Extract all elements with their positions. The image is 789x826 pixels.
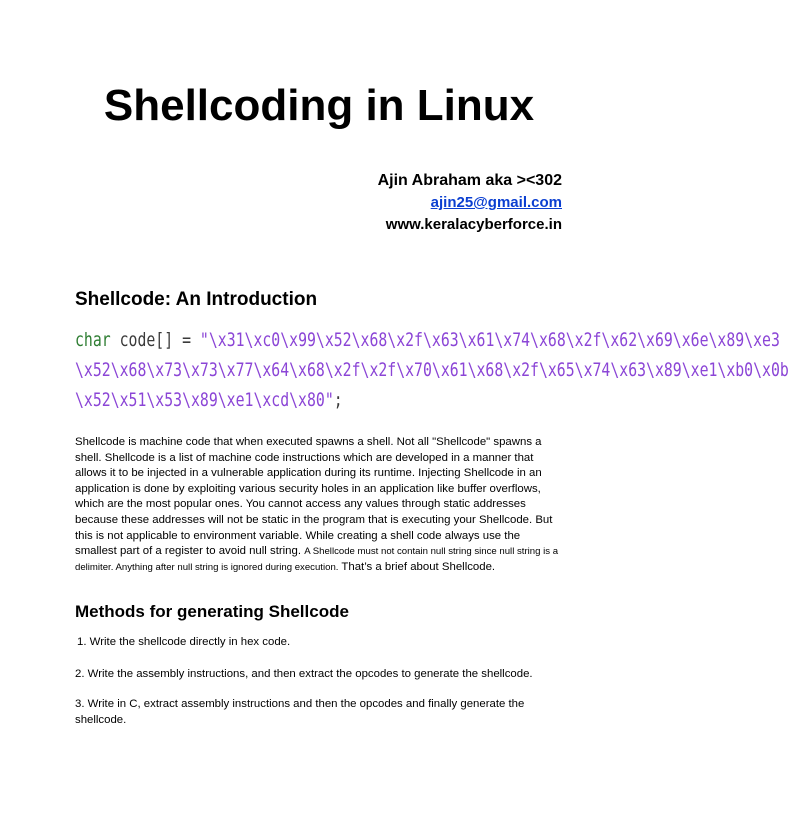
intro-paragraph [75, 435, 565, 575]
author-email-link[interactable]: ajin25@gmail.com [430, 194, 562, 211]
author-name: Ajin Abraham aka ><302 [377, 172, 562, 189]
code-string-line-1: "\x31\xc0\x99\x52\x68\x2f\x63\x61\x74\x68\x2f\x62\x69\x6e\x89\xe3 [199, 329, 780, 351]
method-item-3: 3. Write in C, extract assembly instructions and then the opcodes and finally generate the shellcode. [75, 698, 525, 726]
method-item-2: 2. Write the assembly instructions, and then extract the opcodes to generate the shellcode. [75, 668, 533, 680]
intro-heading: Shellcode: An Introduction [75, 289, 318, 310]
code-string-line-3: \x52\x51\x53\x89\xe1\xcd\x80" [75, 389, 334, 411]
code-string-line-2: \x52\x68\x73\x73\x77\x64\x68\x2f\x2f\x70\x61\x68\x2f\x65\x74\x63\x89\xe1\xb0\x0b [75, 359, 789, 381]
shellcode-code-block [75, 325, 789, 415]
code-terminator: ; [333, 389, 343, 411]
intro-paragraph-end: That’s a brief about Shellcode. [341, 560, 496, 573]
code-keyword: char [75, 329, 111, 351]
intro-paragraph-main: Shellcode is machine code that when executed spawns a shell. Not all "Shellcode" spawns a shell. Shellcode is a list of machine code instructions which are developed in a manner that allows it to be injected in a vulnerable application during its runtime. Injecting Shellcode in an application is done by exploiting various security holes in an application like buffer overflows, which are the most popular ones. You cannot access any values through static addresses because these addresses will not be static in the program that is executing your Shellcode. But this is not applicable to environment variable. While creating a shell code always use the smallest part of a register to avoid null string. [75, 436, 553, 558]
method-item-1: 1. Write the shellcode directly in hex code. [77, 636, 291, 648]
methods-heading: Methods for generating Shellcode [75, 602, 349, 621]
intro-paragraph-small: A Shellcode must not contain null string since null string is a delimiter. Anything after null string is ignored during execution. [75, 546, 559, 573]
author-block [378, 170, 562, 236]
document-title: Shellcoding in Linux [103, 81, 535, 130]
code-declaration: code[] = [110, 329, 200, 351]
author-website: www.keralacyberforce.in [385, 216, 562, 233]
